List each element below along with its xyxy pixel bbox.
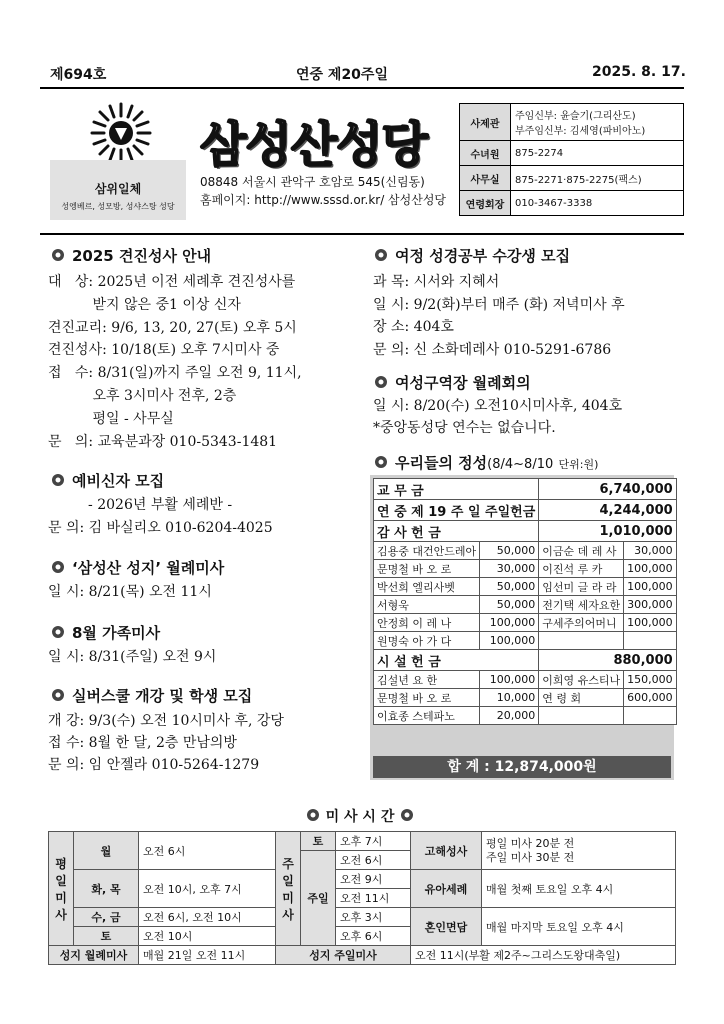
- donor-amount: 30,000: [624, 542, 677, 560]
- section-title-text: ‘삼성산 성지’ 월례미사: [72, 559, 225, 577]
- mass-time: 오전 6시, 오전 10시: [139, 908, 276, 927]
- section-title-text: 우리들의 정성: [395, 454, 488, 472]
- mass-schedule-title: [280, 806, 440, 826]
- women-meeting-line: 일 시: 8/20(수) 오전10시미사후, 404호: [373, 398, 623, 414]
- offering-amount: 1,010,000: [539, 521, 676, 542]
- confirmation-line: 오후 3시미사 전후, 2층: [48, 388, 237, 404]
- donor-row: [374, 632, 677, 650]
- donor-amount: 100,000: [624, 614, 677, 632]
- contact-key: 사제관: [460, 104, 511, 141]
- sunday-mass-label: 주일미사: [276, 832, 301, 946]
- section-bullet-icon: [50, 560, 66, 574]
- section-bible-study-title: [373, 245, 570, 266]
- section-family-mass-title: [50, 622, 160, 643]
- mass-time: 오전 10시, 오후 7시: [139, 870, 276, 908]
- offering-amount: 4,244,000: [539, 500, 676, 521]
- mass-day: 토: [74, 927, 139, 946]
- mass-time: 오전 6시: [139, 832, 276, 870]
- donor-name: 구세주의어머니: [539, 614, 624, 632]
- contact-value: 875-2271·875-2275(팩스): [511, 166, 684, 191]
- family-mass-line: 일 시: 8/31(주일) 오전 9시: [48, 649, 217, 665]
- section-title-text: 8월 가족미사: [72, 624, 161, 642]
- donor-amount: 10,000: [480, 689, 539, 707]
- section-offering-title: [373, 452, 598, 473]
- donor-name: 전기택 세자요한: [539, 596, 624, 614]
- sat-label: 토: [301, 832, 336, 851]
- other-key: 고해성사: [411, 832, 482, 870]
- donor-name: 문명철 바 오 로: [374, 560, 480, 578]
- section-shrine-title: [50, 557, 224, 578]
- contact-value: 010-3467-3338: [511, 191, 684, 216]
- trinity-title: 삼위일체: [94, 182, 142, 196]
- contact-value: 875-2274: [511, 141, 684, 166]
- offering-table: [373, 478, 677, 725]
- mass-time: 오후 7시: [336, 832, 411, 851]
- donor-row: [374, 671, 677, 689]
- section-title-text: 예비신자 모집: [72, 472, 165, 490]
- donor-amount: 50,000: [480, 542, 539, 560]
- donor-amount: 100,000: [624, 578, 677, 596]
- donor-name: 박선희 엘리사벳: [374, 578, 480, 596]
- donor-name: 안정희 이 레 나: [374, 614, 480, 632]
- bible-study-line: 문 의: 신 소화데레사 010-5291-6786: [373, 341, 612, 358]
- donor-name: [539, 632, 624, 650]
- offering-amount: 880,000: [539, 650, 676, 671]
- donor-amount: [624, 632, 677, 650]
- confirmation-line: 받지 않은 중1 이상 신자: [48, 296, 241, 313]
- contact-value: 주임신부: 윤슬기(그리산도) 부주임신부: 김세영(파비아노): [511, 104, 684, 141]
- section-catechumen-title: [50, 470, 164, 491]
- catechumen-line: - 2026년 부활 세례반 -: [48, 497, 233, 513]
- contact-table: [459, 103, 684, 216]
- bible-study-line: 과 목: 시서와 지혜서: [373, 274, 500, 290]
- donor-row: [374, 542, 677, 560]
- mass-time: 오전 6시: [336, 851, 411, 870]
- donor-name: 이진석 루 카: [539, 560, 624, 578]
- weekday-mass-label: 평일미사: [49, 832, 74, 946]
- donor-name: [539, 707, 624, 725]
- confirmation-line: 견진성사: 10/18(토) 오후 7시미사 중: [48, 342, 280, 359]
- section-bullet-icon: [50, 248, 66, 262]
- donor-name: 문명철 바 오 로: [374, 689, 480, 707]
- donor-amount: [624, 707, 677, 725]
- section-bullet-icon: [373, 248, 389, 262]
- donor-name: 임선미 글 라 라: [539, 578, 624, 596]
- mass-time: 오전 11시: [336, 889, 411, 908]
- bible-study-line: 장 소: 404호: [373, 319, 454, 335]
- donor-amount: 100,000: [624, 560, 677, 578]
- other-value: 매월 첫째 토요일 오후 4시: [482, 870, 676, 908]
- contact-key: 수녀원: [460, 141, 511, 166]
- donor-amount: 300,000: [624, 596, 677, 614]
- confirmation-line: 대 상: 2025년 이전 세례후 견진성사를: [48, 274, 296, 290]
- bible-study-line: 일 시: 9/2(화)부터 매주 (화) 저녁미사 후: [373, 296, 625, 313]
- mass-schedule-table: [48, 831, 676, 965]
- offering-label: 연 중 제 19 주 일 주일헌금: [374, 500, 539, 521]
- silver-school-line: 문 의: 임 안젤라 010-5264-1279: [48, 757, 260, 773]
- section-bullet-icon: [50, 688, 66, 702]
- donor-amount: 100,000: [480, 632, 539, 650]
- donor-amount: 600,000: [624, 689, 677, 707]
- issue-number: 제694호: [50, 67, 107, 83]
- mass-time: 오전 9시: [336, 870, 411, 889]
- section-bullet-icon: [373, 455, 389, 469]
- confirmation-line: 접 수: 8/31(일)까지 주일 오전 9, 11시,: [48, 365, 302, 382]
- mass-time: 오후 6시: [336, 927, 411, 946]
- section-bullet-icon: [50, 625, 66, 639]
- women-meeting-line: *중앙동성당 연수는 없습니다.: [373, 420, 556, 436]
- donor-row: [374, 578, 677, 596]
- offering-label: 시 설 헌 금: [374, 650, 539, 671]
- mass-time: 오전 10시: [139, 927, 276, 946]
- mass-day: 수, 금: [74, 908, 139, 927]
- contact-key: 연령회장: [460, 191, 511, 216]
- donor-amount: 50,000: [480, 578, 539, 596]
- donor-amount: 150,000: [624, 671, 677, 689]
- footer-value: 오전 11시(부활 제2주~그리스도왕대축일): [411, 946, 676, 965]
- other-value: 평일 미사 20분 전 주일 미사 30분 전: [482, 832, 676, 870]
- offering-total: 합 계 : 12,874,000원: [373, 756, 671, 778]
- donor-row: [374, 689, 677, 707]
- trinity-box: [50, 160, 186, 220]
- church-name: 삼성산성당: [200, 117, 427, 173]
- donor-name: 이금순 데 레 사: [539, 542, 624, 560]
- offering-amount: 6,740,000: [539, 479, 676, 500]
- donor-name: 김용중 대건안드레아: [374, 542, 480, 560]
- section-bullet-icon: [373, 375, 389, 389]
- shrine-line: 일 시: 8/21(목) 오전 11시: [48, 584, 212, 600]
- church-logo-icon: [88, 100, 154, 166]
- donor-row: [374, 560, 677, 578]
- mass-day: 화, 목: [74, 870, 139, 908]
- section-title-text: 여정 성경공부 수강생 모집: [395, 247, 571, 265]
- section-title-text: 여성구역장 월례회의: [395, 374, 531, 392]
- donor-name: 이희영 유스티나: [539, 671, 624, 689]
- donor-amount: 50,000: [480, 596, 539, 614]
- section-bullet-icon: [305, 808, 321, 822]
- silver-school-line: 개 강: 9/3(수) 오전 10시미사 후, 강당: [48, 713, 284, 729]
- mass-title-text: 미 사 시 간: [325, 809, 395, 825]
- trinity-subtitle: 성엥베르, 성모방, 성샤스탕 성당: [61, 202, 175, 211]
- donor-amount: 100,000: [480, 671, 539, 689]
- sun-label: 주일: [301, 851, 336, 946]
- header-rule: [40, 87, 684, 89]
- footer-key: 성지 주일미사: [276, 946, 411, 965]
- donor-name: 서형욱: [374, 596, 480, 614]
- church-homepage: 홈페이지: http://www.sssd.or.kr/ 삼성산성당: [200, 193, 447, 207]
- divider: [40, 233, 684, 235]
- donor-row: [374, 596, 677, 614]
- section-bullet-icon: [50, 473, 66, 487]
- confirmation-line: 평일 - 사무실: [48, 410, 174, 427]
- offering-label: 감 사 헌 금: [374, 521, 539, 542]
- offering-label: 교 무 금: [374, 479, 539, 500]
- section-bullet-icon: [399, 808, 415, 822]
- donor-amount: 30,000: [480, 560, 539, 578]
- confirmation-line: 견진교리: 9/6, 13, 20, 27(토) 오후 5시: [48, 319, 297, 336]
- donor-amount: 20,000: [480, 707, 539, 725]
- other-key: 유아세례: [411, 870, 482, 908]
- mass-time: 오후 3시: [336, 908, 411, 927]
- liturgical-week: 연중 제20주일: [296, 67, 388, 83]
- section-women-meeting-title: [373, 372, 531, 393]
- silver-school-line: 접 수: 8월 한 달, 2층 만남의방: [48, 735, 237, 751]
- issue-date: 2025. 8. 17.: [592, 64, 686, 80]
- donor-name: 연 령 회: [539, 689, 624, 707]
- section-title-text: 실버스쿨 개강 및 학생 모집: [72, 687, 253, 705]
- offering-period: (8/4~8/10: [487, 457, 554, 472]
- catechumen-line: 문 의: 김 바실리오 010-6204-4025: [48, 520, 273, 536]
- donor-name: 원명숙 아 가 다: [374, 632, 480, 650]
- donor-name: 김설년 요 한: [374, 671, 480, 689]
- mass-day: 월: [74, 832, 139, 870]
- footer-value: 매월 21일 오전 11시: [139, 946, 276, 965]
- contact-key: 사무실: [460, 166, 511, 191]
- section-title-text: 2025 견진성사 안내: [72, 247, 212, 265]
- other-key: 혼인면담: [411, 908, 482, 946]
- section-confirmation-title: [50, 245, 211, 266]
- church-address: 08848 서울시 관악구 호암로 545(신림동): [200, 175, 425, 189]
- confirmation-line: 문 의: 교육분과장 010-5343-1481: [48, 433, 278, 450]
- other-value: 매월 마지막 토요일 오후 4시: [482, 908, 676, 946]
- section-silver-school-title: [50, 685, 252, 706]
- offering-unit: 단위:원): [558, 458, 599, 471]
- donor-row: [374, 707, 677, 725]
- donor-amount: 100,000: [480, 614, 539, 632]
- footer-key: 성지 월례미사: [49, 946, 139, 965]
- donor-name: 이효종 스테파노: [374, 707, 480, 725]
- donor-row: [374, 614, 677, 632]
